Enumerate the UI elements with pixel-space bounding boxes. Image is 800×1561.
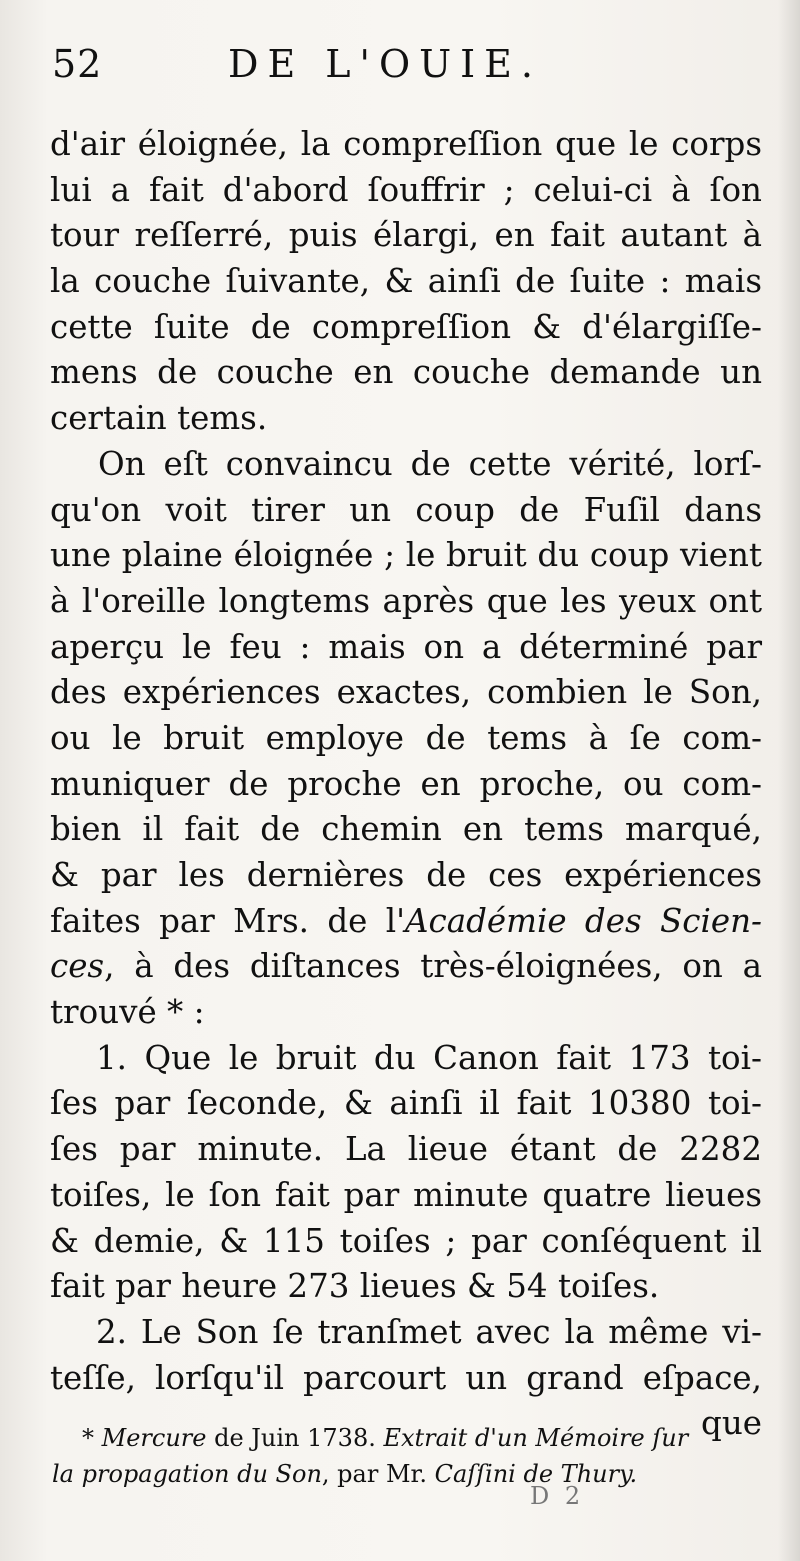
page-edge-shadow: [778, 0, 800, 1561]
text-line: qu'on voit tirer un coup de Fuſil dans: [50, 490, 762, 529]
ces-italic: ces: [50, 947, 105, 986]
text-line: trouvé * :: [50, 993, 205, 1032]
footnote-title: la propagation du Son: [52, 1460, 322, 1488]
numbered-item-1: 1. Que le bruit du Canon fait 173 toi-: [96, 1038, 762, 1077]
text-line: mens de couche en couche demande un: [50, 353, 762, 392]
text-line: cette ſuite de compreſſion & d'élargiſſe-: [50, 307, 762, 346]
footnote: [52, 1420, 764, 1492]
text-line: [50, 944, 762, 990]
signature-mark: D 2: [530, 1482, 585, 1510]
text-line: teſſe, lorſqu'il parcourt un grand eſpace,: [50, 1358, 762, 1397]
footnote-sep: , par Mr.: [321, 1460, 435, 1488]
text-line: ſes par minute. La lieue étant de 2282: [50, 1130, 762, 1169]
page-header: [52, 42, 752, 102]
footnote-marker: *: [82, 1424, 102, 1452]
text-line: toiſes, le ſon fait par minute quatre lieues: [50, 1175, 762, 1214]
footnote-author: Caſſini de Thury.: [434, 1460, 638, 1488]
text-line: lui a fait d'abord ſouffrir ; celui-ci à ſon: [50, 170, 762, 209]
text-line: [50, 899, 762, 945]
text-line: à l'oreille longtems après que les yeux ont: [50, 581, 762, 620]
text-line: & demie, & 115 toiſes ; par conſéquent il: [50, 1221, 762, 1260]
body-text: [50, 122, 762, 1447]
paragraph-first-line: On eſt convaincu de cette vérité, lorſ-: [98, 444, 762, 483]
text-line: certain tems.: [50, 399, 268, 438]
footnote-line: [52, 1420, 764, 1456]
text-line: ſes par ſeconde, & ainſi il fait 10380 toi-: [50, 1084, 762, 1123]
text-line: une plaine éloignée ; le bruit du coup vient: [50, 536, 762, 575]
footnote-journal: Mercure: [101, 1424, 207, 1452]
text-line: d'air éloignée, la compreſſion que le corps: [50, 125, 762, 163]
catchword: que: [701, 1404, 762, 1443]
text-line: des expériences exactes, combien le Son,: [50, 673, 762, 712]
text-span: , à des diſtances très-éloignées, on a: [104, 947, 762, 986]
page-number: 52: [52, 42, 103, 86]
footnote-extract: Extrait d'un Mémoire ſur: [383, 1424, 689, 1452]
text-line: & par les dernières de ces expériences: [50, 856, 762, 894]
text-span: faites par Mrs. de l': [50, 901, 406, 940]
text-line: fait par heure 273 lieues & 54 toiſes.: [50, 1267, 660, 1306]
numbered-item-2: 2. Le Son ſe tranſmet avec la même vi-: [96, 1312, 762, 1351]
text-line: tour reſſerré, puis élargi, en fait autant à: [50, 216, 762, 255]
text-line: muniquer de proche en proche, ou com-: [50, 764, 762, 803]
text-line: la couche ſuivante, & ainſi de ſuite : mais: [50, 262, 762, 301]
academie-italic: Académie des Scien-: [405, 901, 762, 940]
text-line: bien il fait de chemin en tems marqué,: [50, 810, 762, 849]
text-line: aperçu le feu : mais on a déterminé par: [50, 627, 762, 666]
footnote-line: [52, 1456, 764, 1492]
text-line: ou le bruit employe de tems à ſe com-: [50, 718, 762, 757]
footnote-date: de Juin 1738.: [206, 1424, 384, 1452]
running-head: DE L'OUIE.: [228, 42, 542, 86]
